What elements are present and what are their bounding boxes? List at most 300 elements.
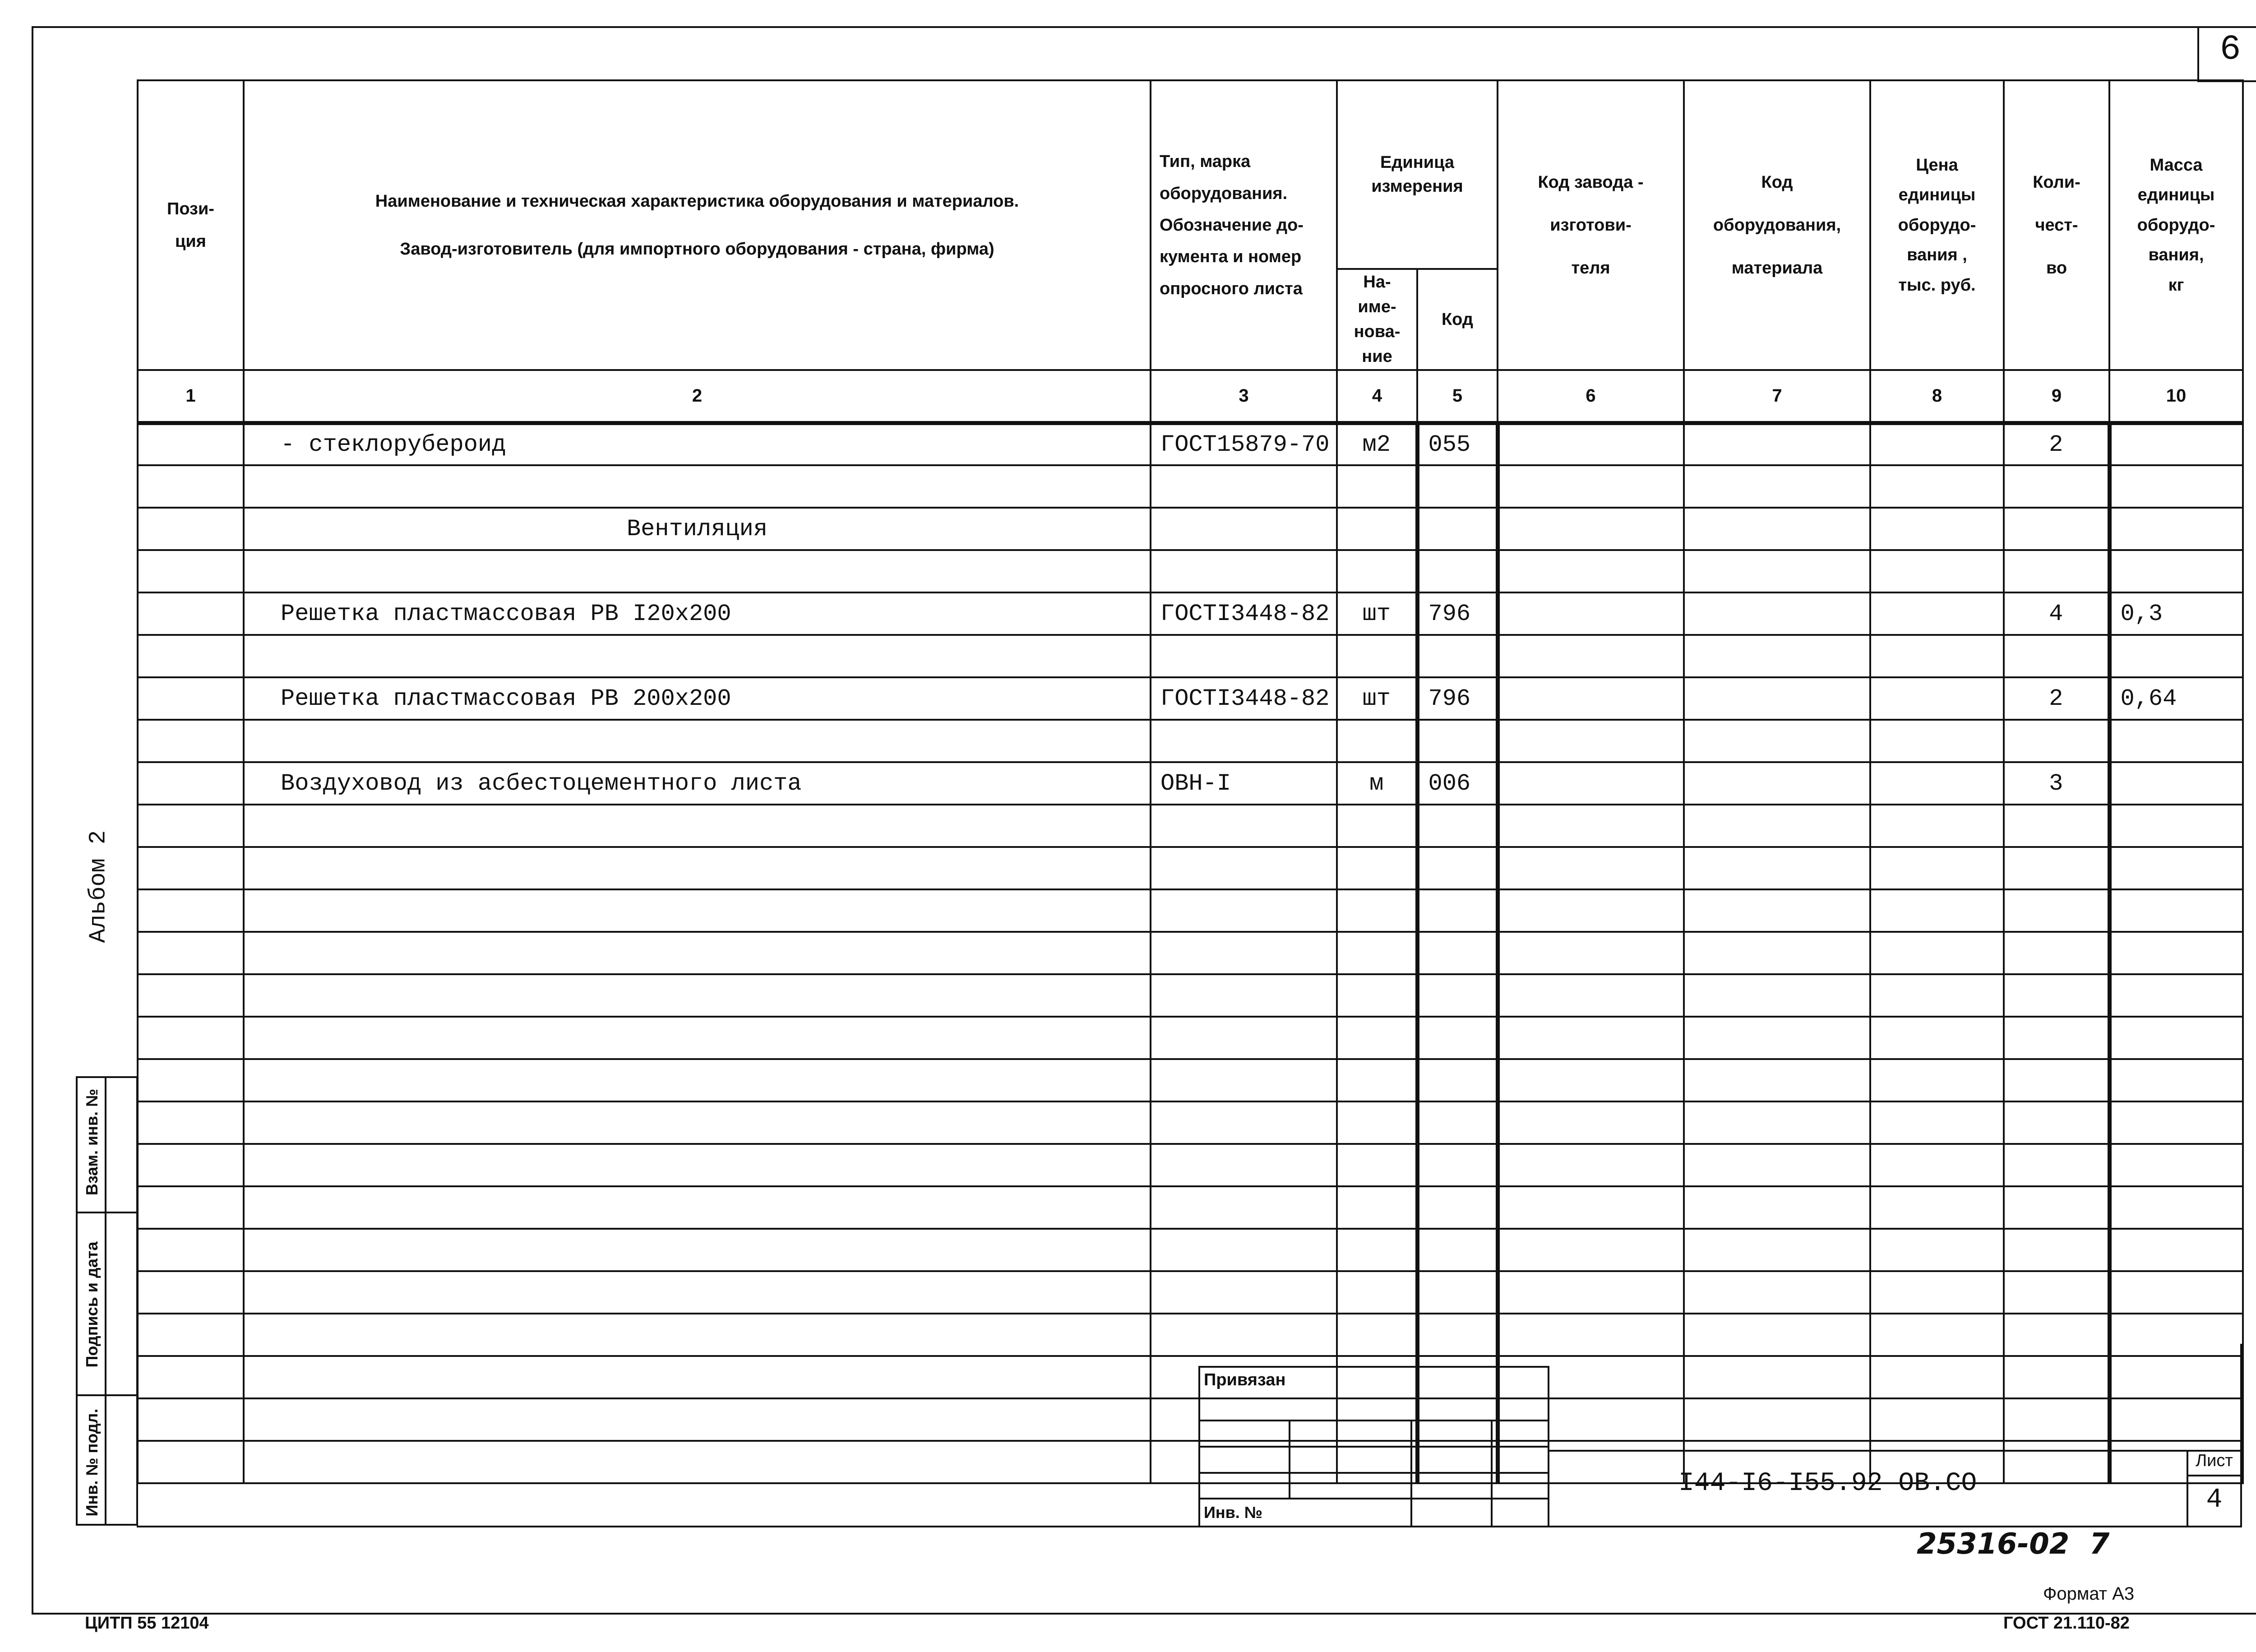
binding-stamp (1198, 1366, 1549, 1527)
cell-unit-name (1337, 1314, 1417, 1356)
cell-price (1870, 1356, 2004, 1398)
cell-equipment-code (1684, 974, 1870, 1017)
bound-label: Привязан (1199, 1367, 1549, 1421)
cell-name (244, 974, 1151, 1017)
cell-name (244, 1229, 1151, 1271)
cell-unit-code (1417, 508, 1498, 550)
cell-name (244, 550, 1151, 592)
cell-type (1151, 1314, 1337, 1356)
stamp-cell (1290, 1421, 1411, 1447)
colnum-1: 1 (138, 370, 244, 423)
cell-type (1151, 465, 1337, 508)
cell-equipment-code (1684, 1398, 1870, 1441)
cell-name (244, 889, 1151, 932)
cell-factory-code (1498, 889, 1684, 932)
cell-mass (2109, 1017, 2243, 1059)
cell-price (1870, 805, 2004, 847)
cell-equipment-code (1684, 1017, 1870, 1059)
cell-unit-code (1417, 550, 1498, 592)
cell-factory-code (1498, 550, 1684, 592)
cell-name (244, 1186, 1151, 1229)
cell-factory-code (1498, 465, 1684, 508)
colnum-8: 8 (1870, 370, 2004, 423)
cell-price (1870, 974, 2004, 1017)
cell-type: ОВН-I (1151, 762, 1337, 805)
cell-position (138, 1059, 244, 1101)
cell-type (1151, 635, 1337, 677)
side-stamp-replace-inv: Взам. инв. № (83, 1088, 101, 1196)
cell-type (1151, 1229, 1337, 1271)
cell-name (244, 1059, 1151, 1101)
colnum-9: 9 (2004, 370, 2109, 423)
cell-type (1151, 1101, 1337, 1144)
cell-factory-code (1498, 1101, 1684, 1144)
cell-price (1870, 1144, 2004, 1186)
cell-equipment-code (1684, 1229, 1870, 1271)
cell-type (1151, 1144, 1337, 1186)
table-row (138, 974, 2243, 1017)
cell-unit-code (1417, 720, 1498, 762)
cell-position (138, 1441, 244, 1483)
cell-unit-name (1337, 550, 1417, 592)
stamp-cell (1411, 1473, 1492, 1499)
cell-position (138, 1314, 244, 1356)
cell-position (138, 1398, 244, 1441)
cell-unit-name (1337, 635, 1417, 677)
cell-unit-code: 006 (1417, 762, 1498, 805)
cell-name: Решетка пластмассовая РВ I20х200 (244, 592, 1151, 635)
cell-factory-code (1498, 635, 1684, 677)
stamp-cell (1492, 1473, 1549, 1499)
cell-type: ГОСТ15879-70 (1151, 423, 1337, 465)
side-stamp-inv-original: Инв. № подл. (83, 1408, 101, 1517)
table-row (138, 508, 2243, 550)
cell-unit-code (1417, 1017, 1498, 1059)
cell-quantity: 2 (2004, 423, 2109, 465)
table-row (138, 932, 2243, 974)
cell-type (1151, 974, 1337, 1017)
cell-unit-name (1337, 889, 1417, 932)
cell-factory-code (1498, 762, 1684, 805)
cell-name (244, 847, 1151, 889)
cell-unit-code (1417, 889, 1498, 932)
cell-price (1870, 1186, 2004, 1229)
cell-quantity: 4 (2004, 592, 2109, 635)
cell-factory-code (1498, 1314, 1684, 1356)
colnum-7: 7 (1684, 370, 1870, 423)
cell-name: Воздуховод из асбестоцементного листа (244, 762, 1151, 805)
table-body (138, 423, 2243, 1483)
stamp-cell (1411, 1499, 1492, 1527)
stamp-cell (1290, 1447, 1411, 1473)
colnum-6: 6 (1498, 370, 1684, 423)
header-type: Тип, марка оборудования. Обозначение до- кумента и номер опросного листа (1151, 80, 1337, 370)
cell-quantity (2004, 1271, 2109, 1314)
cell-quantity: 3 (2004, 762, 2109, 805)
cell-type (1151, 1186, 1337, 1229)
handwritten-number: 25316-02 7 (1917, 1527, 2110, 1561)
cell-name (244, 635, 1151, 677)
cell-position (138, 1356, 244, 1398)
cell-type (1151, 1017, 1337, 1059)
table-row (138, 423, 2243, 465)
cell-equipment-code (1684, 847, 1870, 889)
cell-factory-code (1498, 1144, 1684, 1186)
cell-factory-code (1498, 847, 1684, 889)
cell-mass (2109, 974, 2243, 1017)
table-row (138, 677, 2243, 720)
colnum-3: 3 (1151, 370, 1337, 423)
cell-position (138, 720, 244, 762)
stamp-cell (1411, 1421, 1492, 1447)
cell-factory-code (1498, 720, 1684, 762)
cell-name (244, 1314, 1151, 1356)
table-row (138, 1017, 2243, 1059)
cell-quantity (2004, 550, 2109, 592)
cell-equipment-code (1684, 1186, 1870, 1229)
cell-equipment-code (1684, 720, 1870, 762)
format-label: Формат А3 (2043, 1584, 2135, 1604)
sheet-label: Лист (2196, 1451, 2233, 1470)
stamp-cell (1411, 1447, 1492, 1473)
cell-factory-code (1498, 1271, 1684, 1314)
cell-unit-name (1337, 805, 1417, 847)
cell-mass (2109, 1059, 2243, 1101)
cell-name: - стеклорубероид (244, 423, 1151, 465)
cell-name (244, 805, 1151, 847)
cell-unit-name (1337, 1059, 1417, 1101)
cell-quantity (2004, 1059, 2109, 1101)
header-equipment-code: Код оборудования, материала (1684, 80, 1870, 370)
cell-price (1870, 423, 2004, 465)
cell-type (1151, 720, 1337, 762)
cell-name (244, 932, 1151, 974)
cell-mass (2109, 1271, 2243, 1314)
album-label: Альбом 2 (85, 830, 112, 943)
table-row (138, 635, 2243, 677)
stamp-cell (1199, 1421, 1290, 1447)
cell-name (244, 1271, 1151, 1314)
stamp-cell (1492, 1447, 1549, 1473)
cell-factory-code (1498, 974, 1684, 1017)
cell-unit-code (1417, 932, 1498, 974)
table-row (138, 1356, 2243, 1398)
cell-mass: 0,64 (2109, 677, 2243, 720)
cell-type (1151, 805, 1337, 847)
cell-quantity (2004, 1398, 2109, 1441)
cell-quantity: 2 (2004, 677, 2109, 720)
colnum-10: 10 (2109, 370, 2243, 423)
cell-mass (2109, 1356, 2243, 1398)
cell-type: ГОСТI3448-82 (1151, 592, 1337, 635)
cell-price (1870, 720, 2004, 762)
cell-mass (2109, 1398, 2243, 1441)
cell-quantity (2004, 1144, 2109, 1186)
side-stamp-divider-1 (76, 1212, 138, 1213)
cell-price (1870, 1398, 2004, 1441)
cell-unit-code (1417, 847, 1498, 889)
cell-price (1870, 550, 2004, 592)
table-row (138, 1398, 2243, 1441)
header-name: Наименование и техническая характеристика оборудования и материалов. Завод-изготовитель (для импортного оборудования - страна, фирма) (244, 80, 1151, 370)
cell-quantity (2004, 889, 2109, 932)
cell-position (138, 635, 244, 677)
cell-mass (2109, 1144, 2243, 1186)
cell-factory-code (1498, 508, 1684, 550)
cell-quantity (2004, 1101, 2109, 1144)
cell-unit-name: м2 (1337, 423, 1417, 465)
cell-name (244, 1356, 1151, 1398)
cell-quantity (2004, 1356, 2109, 1398)
table-row (138, 1059, 2243, 1101)
cell-unit-name (1337, 1101, 1417, 1144)
table-row (138, 847, 2243, 889)
cell-quantity (2004, 805, 2109, 847)
cell-mass (2109, 805, 2243, 847)
header-position: Пози- ция (138, 80, 244, 370)
cell-equipment-code (1684, 1144, 1870, 1186)
bottom-right-standard: ГОСТ 21.110-82 (2003, 1614, 2130, 1633)
header-unit-name: На- име- нова- ние (1337, 269, 1417, 370)
cell-unit-code: 796 (1417, 677, 1498, 720)
stamp-cell (1199, 1473, 1290, 1499)
cell-quantity (2004, 465, 2109, 508)
cell-equipment-code (1684, 508, 1870, 550)
cell-unit-name: шт (1337, 677, 1417, 720)
cell-equipment-code (1684, 1314, 1870, 1356)
cell-mass (2109, 1314, 2243, 1356)
cell-price (1870, 847, 2004, 889)
cell-factory-code (1498, 1229, 1684, 1271)
table-row (138, 1314, 2243, 1356)
cell-price (1870, 1101, 2004, 1144)
cell-quantity (2004, 720, 2109, 762)
cell-type: ГОСТI3448-82 (1151, 677, 1337, 720)
header-row (138, 80, 2243, 269)
cell-factory-code (1498, 805, 1684, 847)
cell-quantity (2004, 1314, 2109, 1356)
cell-factory-code (1498, 677, 1684, 720)
cell-unit-name (1337, 465, 1417, 508)
table-row (138, 550, 2243, 592)
cell-position (138, 1186, 244, 1229)
cell-position (138, 932, 244, 974)
cell-mass (2109, 847, 2243, 889)
cell-position (138, 423, 244, 465)
cell-price (1870, 635, 2004, 677)
cell-equipment-code (1684, 635, 1870, 677)
cell-equipment-code (1684, 423, 1870, 465)
cell-name: Решетка пластмассовая РВ 200х200 (244, 677, 1151, 720)
table-row (138, 1271, 2243, 1314)
cell-price (1870, 677, 2004, 720)
cell-position (138, 1229, 244, 1271)
cell-quantity (2004, 1186, 2109, 1229)
table-row (138, 1229, 2243, 1271)
cell-name (244, 1441, 1151, 1483)
cell-price (1870, 889, 2004, 932)
cell-position (138, 762, 244, 805)
cell-unit-name (1337, 1229, 1417, 1271)
header-price: Цена единицы оборудо- вания , тыс. руб. (1870, 80, 2004, 370)
cell-unit-name: шт (1337, 592, 1417, 635)
cell-price (1870, 592, 2004, 635)
cell-equipment-code (1684, 1101, 1870, 1144)
cell-unit-code (1417, 1271, 1498, 1314)
table-row (138, 1144, 2243, 1186)
side-stamp-divider-vert (105, 1076, 106, 1526)
cell-unit-name (1337, 1186, 1417, 1229)
cell-position (138, 847, 244, 889)
cell-equipment-code (1684, 889, 1870, 932)
cell-equipment-code (1684, 550, 1870, 592)
cell-position (138, 1144, 244, 1186)
table-row (138, 465, 2243, 508)
cell-quantity (2004, 508, 2109, 550)
header-unit-group: Единица измерения (1337, 80, 1498, 269)
cell-equipment-code (1684, 932, 1870, 974)
cell-price (1870, 1314, 2004, 1356)
cell-unit-name (1337, 720, 1417, 762)
cell-mass (2109, 932, 2243, 974)
cell-mass (2109, 720, 2243, 762)
cell-type (1151, 1271, 1337, 1314)
cell-factory-code (1498, 932, 1684, 974)
table-row (138, 592, 2243, 635)
cell-unit-name (1337, 1144, 1417, 1186)
cell-price (1870, 1271, 2004, 1314)
cell-type (1151, 889, 1337, 932)
cell-name: Вентиляция (244, 508, 1151, 550)
cell-name (244, 1398, 1151, 1441)
cell-factory-code (1498, 592, 1684, 635)
cell-unit-code (1417, 1314, 1498, 1356)
cell-mass (2109, 423, 2243, 465)
cell-quantity (2004, 1441, 2109, 1483)
cell-mass (2109, 762, 2243, 805)
cell-price (1870, 1059, 2004, 1101)
table-row (138, 805, 2243, 847)
cell-factory-code (1498, 1186, 1684, 1229)
cell-equipment-code (1684, 1059, 1870, 1101)
cell-quantity (2004, 635, 2109, 677)
cell-name (244, 1017, 1151, 1059)
colnum-5: 5 (1417, 370, 1498, 423)
cell-unit-name (1337, 932, 1417, 974)
cell-type (1151, 550, 1337, 592)
doc-code-top-line (1548, 1450, 2242, 1452)
cell-position (138, 1101, 244, 1144)
cell-equipment-code (1684, 592, 1870, 635)
cell-price (1870, 932, 2004, 974)
cell-position (138, 677, 244, 720)
cell-mass (2109, 550, 2243, 592)
cell-equipment-code (1684, 465, 1870, 508)
cell-price (1870, 465, 2004, 508)
cell-factory-code (1498, 1059, 1684, 1101)
cell-price (1870, 1017, 2004, 1059)
sheet-number: 4 (2206, 1485, 2223, 1515)
cell-equipment-code (1684, 762, 1870, 805)
stamp-cell (1290, 1473, 1411, 1499)
cell-unit-name (1337, 508, 1417, 550)
cell-quantity (2004, 847, 2109, 889)
cell-unit-code (1417, 1229, 1498, 1271)
bottom-left-code: ЦИТП 55 12104 (85, 1614, 209, 1633)
sheet-box-divider (2187, 1475, 2242, 1476)
cell-position (138, 805, 244, 847)
cell-unit-code (1417, 635, 1498, 677)
header-quantity: Коли- чест- во (2004, 80, 2109, 370)
cell-position (138, 592, 244, 635)
cell-type (1151, 847, 1337, 889)
cell-unit-code (1417, 1059, 1498, 1101)
table-row (138, 1186, 2243, 1229)
column-numbers-row (138, 370, 2243, 423)
cell-position (138, 465, 244, 508)
cell-unit-name (1337, 847, 1417, 889)
cell-name (244, 1101, 1151, 1144)
cell-equipment-code (1684, 677, 1870, 720)
table-row (138, 889, 2243, 932)
cell-position (138, 550, 244, 592)
cell-mass (2109, 1186, 2243, 1229)
cell-quantity (2004, 932, 2109, 974)
sheet-corner-number: 6 (2219, 30, 2241, 69)
cell-unit-name: м (1337, 762, 1417, 805)
cell-price (1870, 508, 2004, 550)
cell-name (244, 1144, 1151, 1186)
cell-position (138, 974, 244, 1017)
table-row (138, 1101, 2243, 1144)
cell-unit-code (1417, 805, 1498, 847)
cell-mass (2109, 889, 2243, 932)
cell-price (1870, 762, 2004, 805)
stamp-cell (1492, 1421, 1549, 1447)
side-stamp-signature-date: Подпись и дата (83, 1241, 101, 1368)
cell-unit-code (1417, 974, 1498, 1017)
colnum-2: 2 (244, 370, 1151, 423)
cell-unit-code (1417, 1101, 1498, 1144)
cell-mass (2109, 635, 2243, 677)
document-code: I44-I6-I55.92 ОВ.СО (1678, 1469, 1977, 1498)
cell-unit-code: 796 (1417, 592, 1498, 635)
table-row (138, 762, 2243, 805)
inv-label: Инв. № (1199, 1499, 1411, 1527)
table-row (138, 720, 2243, 762)
cell-quantity (2004, 974, 2109, 1017)
cell-factory-code (1498, 423, 1684, 465)
cell-unit-code (1417, 465, 1498, 508)
stamp-cell (1492, 1499, 1549, 1527)
header-mass: Масса единицы оборудо- вания, кг (2109, 80, 2243, 370)
cell-unit-name (1337, 1271, 1417, 1314)
cell-type (1151, 932, 1337, 974)
cell-unit-code: 055 (1417, 423, 1498, 465)
cell-quantity (2004, 1229, 2109, 1271)
cell-position (138, 1017, 244, 1059)
cell-equipment-code (1684, 1271, 1870, 1314)
cell-factory-code (1498, 1017, 1684, 1059)
header-factory-code: Код завода - изготови- теля (1498, 80, 1684, 370)
header-unit-code: Код (1417, 269, 1498, 370)
cell-quantity (2004, 1017, 2109, 1059)
cell-position (138, 1271, 244, 1314)
specification-table (137, 79, 2244, 1484)
cell-unit-code (1417, 1186, 1498, 1229)
cell-mass (2109, 1229, 2243, 1271)
cell-unit-name (1337, 974, 1417, 1017)
